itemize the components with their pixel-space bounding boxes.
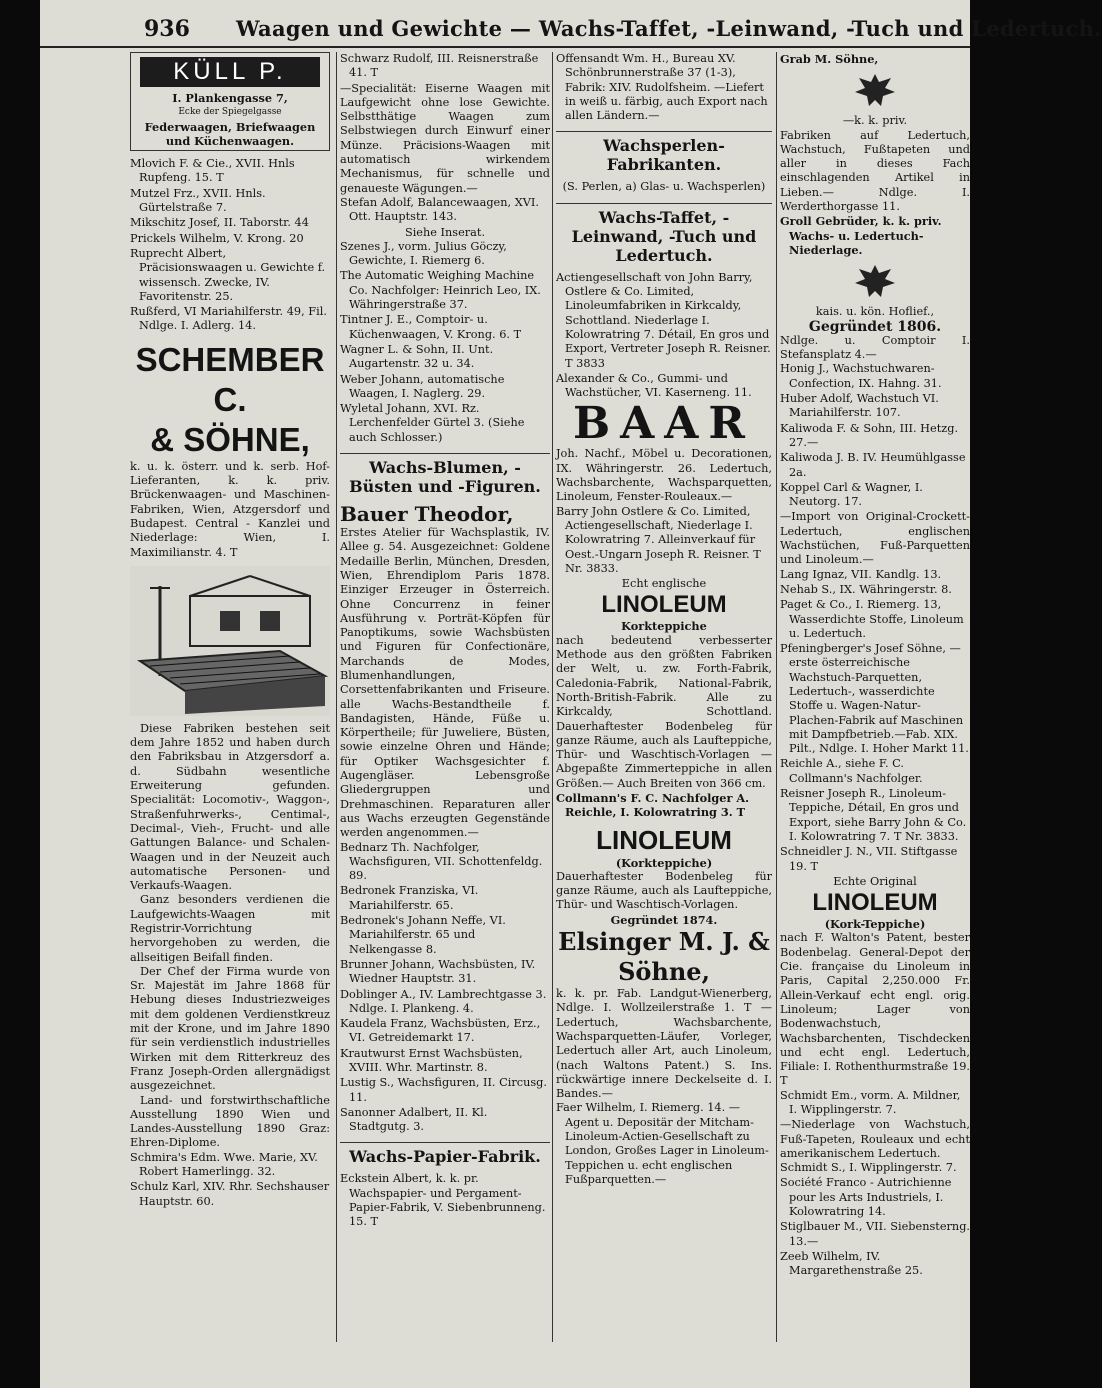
- list-item: Offensandt Wm. H., Bureau XV. Schönbrunnerstraße 37 (1-3), Fabrik: XIV. Rudolfsheim. —Liefert in weiß u. färbig, auch Export nach allen Ländern.—: [556, 52, 768, 123]
- bauer-text: Erstes Atelier für Wachsplastik, IV. Allee g. 54. Ausgezeichnet: Goldene Medaille Berlin, München, Dresden, Wien, Ehrendiplom Paris 1878. Einziger Erzeuger in Österreich. Ohne Concurrenz in feiner Ausführung v. Porträt-Köpfen für Panoptikums, sowie Wachsbüsten und Figuren für Confectionäre, Marchands de Modes, Blumenhandlungen, Corsettenfabrikanten und Friseure. alle Wachs-Bestandtheile f. Bandagisten, Hände, Füße u. Körpertheile; für Juweliere, Büsten, sowie einzelne Ohren und Hände; für Optiker Wachsgesichter f. Augengläser. Lebensgroße Gliedergruppen und Drehmaschinen. Reparaturen aller aus Wachs erzeugten Gegenstände werden angenommen.—: [340, 526, 550, 840]
- list-item: Schulz Karl, XIV. Rhr. Sechshauser Hauptstr. 60.: [130, 1180, 330, 1208]
- list-item: Faer Wilhelm, I. Riemerg. 14. —Agent u. Depositär der Mitcham-Linoleum-Actien-Gesellschaft zu London, Großes Lager in Linoleum-Teppichen u. echt englischen Fußparquetten.—: [556, 1101, 769, 1186]
- kull-logo: KÜLL P.: [140, 57, 320, 87]
- list-item: —Import von Original-Crockett-Ledertuch, englischen Wachstüchen, Fuß-Parquetten und Linoleum.—: [780, 510, 970, 567]
- list-item: Reisner Joseph R., Linoleum-Teppiche, Détail, En gros und Export, siehe Barry John & Co. I. Kolowratring 7. T Nr. 3833.: [780, 787, 967, 843]
- schember-body: Ganz besonders verdienen die Laufgewichts-Waagen mit Registrir-Vorrichtung hervorgehoben zu werden, die allseitigen Beifall finden.: [130, 893, 330, 964]
- list-item: Barry John Ostlere & Co. Limited, Actiengesellschaft, Niederlage I. Kolowratring 7. Alleinverkauf für Oest.-Ungarn Joseph R. Reisner. T Nr. 3833.: [556, 504, 761, 575]
- list-item: Actiengesellschaft von John Barry, Ostlere & Co. Limited, Linoleumfabriken in Kirkcaldy, Schottland. Niederlage I. Kolowratring 7. Détail, En gros und Export, Vertreter Joseph R. Reisner. T 3833: [556, 270, 771, 370]
- list-item: Huber Adolf, Wachstuch VI. Mariahilferstr. 107.: [780, 392, 939, 420]
- list-item: Schneidler J. N., VII. Stiftgasse 19. T: [780, 845, 958, 873]
- list-item: Weber Johann, automatische Waagen, I. Naglerg. 29.: [340, 372, 505, 400]
- list-item: —Specialität: Eiserne Waagen mit Laufgewicht ohne lose Gewichte. Selbstthätige Waagen zum Selbstwiegen durch Einwurf einer Münze. Präcisions-Waagen mit automatisch wirkendem Mechanismus, für schnelle und genaueste Wägungen.—: [340, 81, 550, 195]
- column-divider: [336, 52, 337, 1342]
- elsinger-text: k. k. pr. Fab. Landgut-Wienerberg, Ndlge. I. Wollzeilerstraße 1. T —Ledertuch, Wachsbarchente, Wachsparquetten-Läufer, Vorleger, Ledertuch aller Art, auch Linoleum, (nach Waltons Patent.) S. Ins. rückwärtige innere Deckelseite d. I. Bandes.—: [556, 987, 772, 1101]
- elsinger-headline: Elsinger M. J. & Söhne,: [558, 927, 770, 987]
- list-item: Kaliwoda F. & Sohn, III. Hetzg. 27.—: [780, 421, 959, 449]
- list-item: Schwarz Rudolf, III. Reisnerstraße 41. T: [340, 52, 539, 80]
- list-item: Prickels Wilhelm, V. Krong. 20: [130, 231, 304, 245]
- founding-year: Gegründet 1874.: [610, 912, 718, 927]
- kull-ad-line: Federwaagen, Briefwaagen: [144, 119, 316, 134]
- list-item: Schmidt S., I. Wipplingerstr. 7.: [780, 1161, 957, 1175]
- ad-subline: (Kork-Teppiche): [824, 917, 926, 932]
- list-item: Szenes J., vorm. Julius Göczy, Gewichte, I. Riemerg 6.: [340, 239, 507, 268]
- list-item: Brunner Johann, Wachsbüsten, IV. Wiedner Hauptstr. 31.: [340, 957, 536, 986]
- column-divider: [552, 52, 553, 1342]
- section-heading: Wachs-Taffet, -Leinwand, -Tuch und Ledertuch.: [556, 203, 772, 265]
- list-item: Zeeb Wilhelm, IV. Margarethenstraße 25.: [780, 1249, 923, 1278]
- ad-subline: kais. u. kön. Hoflief.,: [815, 305, 935, 319]
- list-item: Doblinger A., IV. Lambrechtgasse 3. Ndlge. I. Plankeng. 4.: [340, 987, 547, 1015]
- ad-subline: —k. k. priv.: [842, 114, 908, 128]
- list-item: Paget & Co., I. Riemerg. 13, Wasserdichte Stoffe, Linoleum u. Ledertuch.: [780, 598, 964, 640]
- page-title: Waagen und Gewichte — Wachs-Taffet, -Leinwand, -Tuch und Ledertuch.: [236, 16, 1102, 41]
- list-item: Bedronek Franziska, VI. Mariahilferstr. 65.: [340, 884, 479, 912]
- list-item: —Niederlage von Wachstuch, Fuß-Tapeten, Rouleaux und echt amerikanischem Ledertuch.: [780, 1118, 970, 1160]
- list-item: Wagner L. & Sohn, II. Unt. Augartenstr. 32 u. 34.: [340, 342, 494, 371]
- list-item: Collmann's F. C. Nachfolger A. Reichle, I. Kolowratring 3. T: [556, 790, 750, 820]
- section-note: (S. Perlen, a) Glas- u. Wachsperlen): [562, 180, 766, 194]
- list-item: Stefan Adolf, Balancewaagen, XVI. Ott. Hauptstr. 143.: [340, 195, 539, 224]
- list-item: Krautwurst Ernst Wachsbüsten, XVIII. Whr. Martinstr. 8.: [340, 1046, 523, 1074]
- list-item: Nehab S., IX. Währingerstr. 8.: [780, 582, 952, 596]
- schember-headline: SCHEMBER C.: [135, 340, 325, 418]
- schember-body: Diese Fabriken bestehen seit dem Jahre 1852 und haben durch den Fabriksbau in Atzgersdorf a. d. Südbahn wesentliche Erweiterung gefunden. Specialität: Locomotiv-, Waggon-, Straßenfuhrwerks-, Centimal-, Decimal-, Vieh-, Frucht- und alle Gattungen Balance- und Schalen-Waagen und in der Neuzeit auch automatische Personen- und Verkaufs-Waagen.: [130, 721, 330, 893]
- bauer-name: Bauer Theodor,: [340, 502, 514, 527]
- list-item: Tintner J. E., Comptoir- u. Küchenwaagen, V. Krong. 6. T: [340, 313, 522, 341]
- schember-body: Land- und forstwirthschaftliche Ausstellung 1890 Wien und Landes-Ausstellung 1890 Graz: Ehren-Diplome.: [130, 1093, 330, 1150]
- list-item: Ruprecht Albert, Präcisionswaagen u. Gewichte f. wissensch. Zwecke, IV. Favoritenstr. 25.: [130, 246, 326, 303]
- list-item: Bedronek's Johann Neffe, VI. Mariahilferstr. 65 und Nelkengasse 8.: [340, 914, 506, 956]
- groll-text: Ndlge. u. Comptoir I. Stefansplatz 4.—: [780, 333, 970, 362]
- kull-advert: [130, 52, 330, 151]
- section-heading: Wachs-Blumen, -Büsten und -Figuren.: [340, 453, 550, 496]
- column-2: [340, 52, 550, 1370]
- linoleum-headline: LINOLEUM: [812, 889, 938, 917]
- list-item: Stiglbauer M., VII. Siebensterng. 13.—: [780, 1220, 971, 1248]
- list-item: Honig J., Wachstuchwaren-Confection, IX. Hahng. 31.: [780, 362, 942, 390]
- schember-body: Der Chef der Firma wurde von Sr. Majestät im Jahre 1868 für Hebung dieses Industriezweiges mit dem goldenen Verdienstkreuz mit der Krone, und im Jahre 1890 für sein verdienstlich industrielles Wirken mit dem Ritterkreuz des Franz Joseph-Orden allergnädigst ausgezeichnet.: [130, 964, 330, 1093]
- list-item: Eckstein Albert, k. k. pr. Wachspapier- und Pergament-Papier-Fabrik, V. Siebenbrunneng. 15. T: [340, 1172, 546, 1229]
- list-item: Groll Gebrüder, k. k. priv. Wachs- u. Ledertuch-Niederlage.: [780, 214, 942, 257]
- list-item: Schmidt Em., vorm. A. Mildner, I. Wipplingerstr. 7.: [780, 1088, 961, 1116]
- list-item: Schmira's Edm. Wwe. Marie, XV. Robert Hamerlingg. 32.: [130, 1150, 318, 1179]
- list-item: The Automatic Weighing Machine Co. Nachfolger: Heinrich Leo, IX. Währingerstraße 37.: [340, 269, 541, 312]
- list-item: Kaliwoda J. B. IV. Heumühlgasse 2a.: [780, 451, 966, 479]
- baar-logo: BAAR: [572, 398, 756, 450]
- linoleum-headline: LINOLEUM: [596, 824, 732, 855]
- list-item: Mikschitz Josef, II. Taborstr. 44: [130, 216, 309, 230]
- list-item: Bednarz Th. Nachfolger, Wachsfiguren, VII. Schottenfeldg. 89.: [340, 840, 543, 883]
- linoleum-text: nach F. Walton's Patent, bester Bodenbelag. General-Depot der Cie. française du Linoleum in Paris, Capital 2,250.000 Fr. Allein-Verkauf echt engl. orig. Linoleum; Lager von Bodenwachstuch, Wachsbarchenten, Tischdecken und echt engl. Ledertuch, Filiale: I. Rothenthurmstraße 19. T: [780, 931, 970, 1088]
- list-item: Kaudela Franz, Wachsbüsten, Erz., VI. Getreidemarkt 17.: [340, 1017, 541, 1045]
- imperial-eagle-icon: [851, 261, 899, 301]
- linoleum-headline: LINOLEUM: [601, 591, 727, 619]
- list-item: Mlovich F. & Cie., XVII. Hnls Rupfeng. 15. T: [130, 157, 295, 185]
- linoleum-text: Dauerhaftester Bodenbeleg für ganze Räume, auch als Laufteppiche, Thür- und Waschtisch-Vorlagen.: [556, 869, 772, 912]
- list-item: Pfeningberger's Josef Söhne, —erste österreichische Wachstuch-Parquetten, Ledertuch-, wasserdichte Stoffe u. Wagen-Natur-Plachen-Fabrik auf Maschinen mit Dampfbetrieb.—Fab. XIX. Pilt., Ndlge. I. Hoher Markt 11.: [780, 642, 969, 756]
- ad-subline: Korkteppiche: [621, 619, 707, 634]
- baar-text: Joh. Nachf., Möbel u. Decorationen, IX. Währingerstr. 26. Ledertuch, Wachsbarchente, Wachsparquetten, Linoleum, Fenster-Rouleaux.—: [556, 447, 772, 504]
- kull-ad-line: Ecke der Spiegelgasse: [178, 107, 282, 118]
- weighbridge-engraving: [130, 566, 330, 716]
- linoleum-text: nach bedeutend verbesserter Methode aus den größten Fabriken der Welt, u. zw. Forth-Fabrik, Caledonia-Fabrik, National-Fabrik, North-British-Fabrik. Alle zu Kirkcaldy, Schottland. Dauerhaftester Bodenbeleg für ganze Räume, auch als Laufteppiche, Thür- und Waschtisch-Vorlagen —Abgepaßte Zimmerteppiche in allen Größen.— Auch Breiten von 366 cm.: [556, 633, 772, 790]
- founding-year: Gegründet 1806.: [808, 318, 942, 335]
- ad-subline: Echte Original: [833, 874, 917, 888]
- imperial-eagle-icon: [851, 70, 899, 110]
- directory-page: [40, 0, 1102, 1388]
- column-4: [780, 52, 970, 1370]
- list-item: Rußferd, VI Mariahilferstr. 49, Fil. Ndlge. I. Adlerg. 14.: [130, 305, 327, 333]
- list-item: Wyletal Johann, XVI. Rz. Lerchenfelder Gürtel 3. (Siehe auch Schlosser.): [340, 402, 525, 444]
- ad-subline: (Korkteppiche): [615, 855, 713, 870]
- ad-subline: Echt englische: [621, 577, 707, 591]
- page-header: [40, 6, 1102, 48]
- kull-ad-line: und Küchenwaagen.: [165, 133, 295, 148]
- list-item: Lang Ignaz, VII. Kandlg. 13.: [780, 567, 942, 581]
- schember-text: k. u. k. österr. und k. serb. Hof-Lieferanten, k. k. priv. Brückenwaagen- und Maschinen-Fabriken, Wien, Atzgersdorf und Budapest. Central - Kanzlei und Niederlage: Wien, I. Maximilianstr. 4. T: [130, 459, 330, 559]
- column-divider: [776, 52, 777, 1342]
- list-item: Siehe Inserat.: [404, 225, 486, 239]
- column-3: [556, 52, 772, 1370]
- list-item: Société Franco - Autrichienne pour les Arts Industriels, I. Kolowratring 14.: [780, 1176, 952, 1219]
- list-item: Lustig S., Wachsfiguren, II. Circusg. 11.: [340, 1076, 547, 1104]
- list-item: Sanonner Adalbert, II. Kl. Stadtgutg. 3.: [340, 1105, 488, 1134]
- page-number: 936: [144, 16, 190, 42]
- list-item: Grab M. Söhne,: [780, 52, 879, 66]
- list-item: Reichle A., siehe F. C. Collmann's Nachfolger.: [780, 757, 923, 785]
- kull-ad-line: I. Plankengasse 7,: [172, 91, 288, 105]
- list-item: Alexander & Co., Gummi- und Wachstücher, VI. Kaserneng. 11.: [556, 371, 752, 400]
- list-item: Koppel Carl & Wagner, I. Neutorg. 17.: [780, 480, 923, 509]
- section-heading: Wachsperlen-Fabrikanten.: [556, 131, 772, 174]
- section-heading: Wachs-Papier-Fabrik.: [340, 1142, 550, 1166]
- column-1: [130, 52, 330, 1370]
- list-item: Mutzel Frz., XVII. Hnls. Gürtelstraße 7.: [130, 186, 266, 215]
- schember-headline: & SÖHNE,: [150, 420, 310, 458]
- graf-text: Fabriken auf Ledertuch, Wachstuch, Fußtapeten und aller in dieses Fach einschlagenden Artikel in Lieben.— Ndlge. I. Werderthorgasse 11.: [780, 128, 970, 214]
